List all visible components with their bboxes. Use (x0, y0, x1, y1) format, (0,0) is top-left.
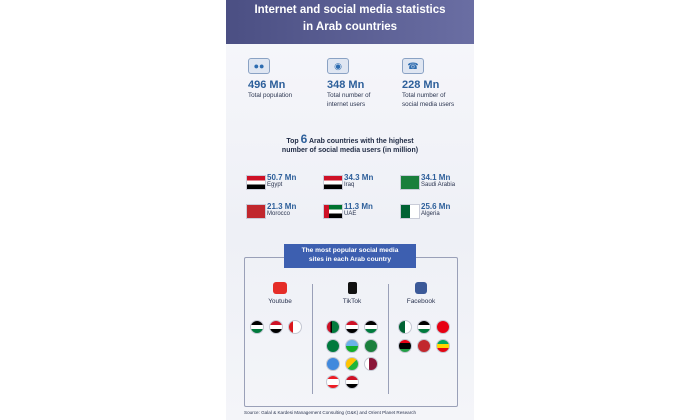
egypt-flag-icon (246, 175, 266, 190)
title-line-2: in Arab countries (302, 21, 398, 33)
top6-number: 6 (300, 132, 308, 146)
country-iraq (323, 173, 395, 195)
tiktok-icon (348, 282, 357, 294)
country-value: 25.6 Mn (421, 202, 451, 211)
header-banner (226, 0, 474, 44)
stat-label: social media users (402, 100, 455, 108)
country-name: Saudi Arabia (421, 182, 456, 188)
jordan-flag-icon (417, 320, 431, 334)
stat-label: internet users (327, 100, 366, 108)
platform-name: Youtube (268, 298, 292, 305)
country-value: 34.3 Mn (344, 173, 374, 182)
stat-value: 496 Mn (248, 79, 286, 91)
column-divider (388, 284, 389, 394)
lebanon-flag-icon (326, 375, 340, 389)
morocco-flag-icon (417, 339, 431, 353)
stat-social-users (402, 58, 474, 108)
sudan-flag-icon (364, 320, 378, 334)
top6-suffix: Arab countries with the highest (307, 138, 414, 145)
saudi-flag-icon (400, 175, 420, 190)
country-name: Algeria (421, 211, 440, 217)
country-name: Iraq (344, 182, 355, 188)
stat-label: Total number of (327, 92, 371, 99)
jordan-flag-icon (250, 320, 264, 334)
stat-value: 228 Mn (402, 79, 440, 91)
libya-flag-icon (398, 339, 412, 353)
country-algeria (400, 202, 472, 224)
infographic (226, 0, 474, 420)
stat-label: Total number of (402, 92, 446, 99)
top6-heading (254, 132, 446, 155)
algeria-flag-icon (398, 320, 412, 334)
stat-value: 348 Mn (327, 79, 365, 91)
population-icon: ●● (248, 58, 270, 74)
stat-label: Total population (248, 92, 293, 99)
algeria-flag-icon (400, 204, 420, 219)
youtube-icon (273, 282, 287, 294)
country-saudi-arabia (400, 173, 472, 195)
internet-icon: ◉ (327, 58, 349, 74)
mauritania-flag-icon (436, 339, 450, 353)
qatar-flag-icon (364, 357, 378, 371)
top6-line2: number of social media users (in million) (281, 147, 419, 154)
country-value: 50.7 Mn (267, 173, 297, 182)
platform-name: TikTok (342, 298, 362, 305)
palestine-flag-icon (326, 320, 340, 334)
morocco-flag-icon (246, 204, 266, 219)
syria-flag-icon (345, 375, 359, 389)
popular-title-line-1: The most popular social media (301, 247, 399, 254)
country-morocco (246, 202, 318, 224)
iraq-flag-icon (323, 175, 343, 190)
comoros-flag-icon (345, 357, 359, 371)
country-name: UAE (344, 211, 357, 217)
platform-tiktok (322, 282, 382, 305)
title-line-1: Internet and social media statistics (254, 4, 446, 16)
oman-flag-icon (288, 320, 302, 334)
country-uae (323, 202, 395, 224)
column-divider (312, 284, 313, 394)
yemen-flag-icon (269, 320, 283, 334)
source-note: Source: Galal & Kardesi Management Consulting (G&K) and Orient Planet Research (244, 410, 417, 415)
stat-internet-users (327, 58, 405, 108)
popular-title-line-2: sites in each Arab country (308, 255, 392, 263)
country-value: 21.3 Mn (267, 202, 297, 211)
country-value: 11.3 Mn (344, 202, 373, 211)
country-name: Morocco (267, 211, 291, 217)
kuwait-flag-icon (326, 339, 340, 353)
tunisia-flag-icon (436, 320, 450, 334)
saudi-flag-icon (364, 339, 378, 353)
somalia-flag-icon (326, 357, 340, 371)
djibouti-flag-icon (345, 339, 359, 353)
country-name: Egypt (267, 182, 283, 188)
uae-flag-icon (323, 204, 343, 219)
facebook-icon (415, 282, 427, 294)
country-value: 34.1 Mn (421, 173, 451, 182)
platform-youtube (250, 282, 310, 305)
stat-population (248, 58, 326, 100)
platform-name: Facebook (406, 298, 436, 305)
popular-sites-title (284, 244, 416, 268)
top6-prefix: Top (286, 138, 301, 145)
platform-facebook (391, 282, 451, 305)
social-icon: ☎ (402, 58, 424, 74)
egypt-flag-icon (345, 320, 359, 334)
country-egypt (246, 173, 318, 195)
